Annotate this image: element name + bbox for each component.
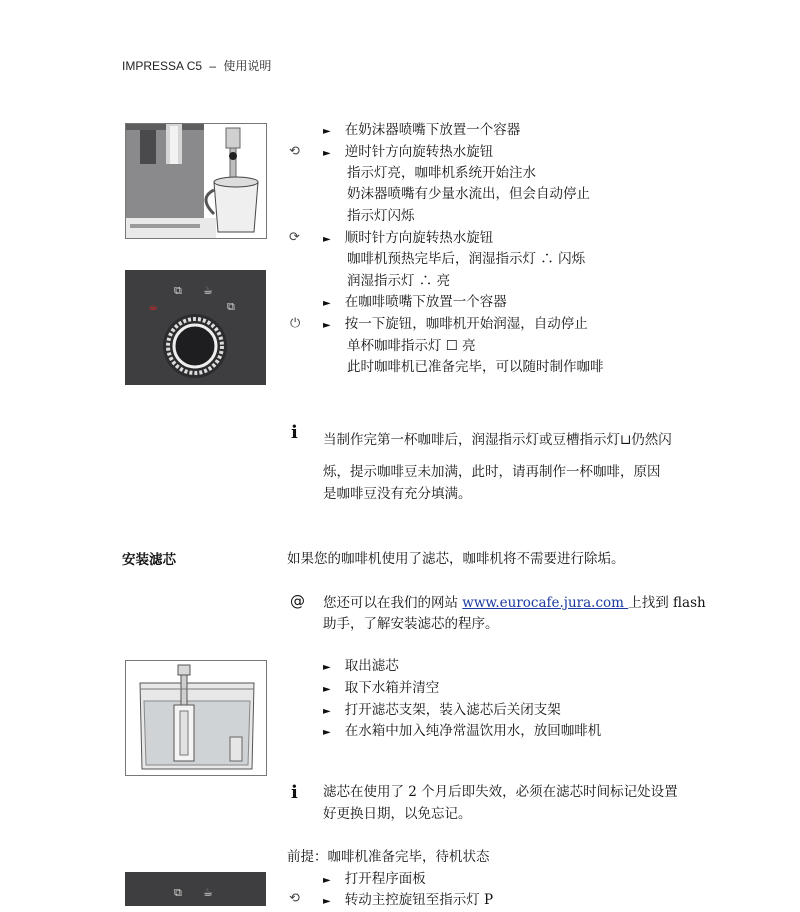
step-text: 转动主控旋钮至指示灯 P xyxy=(344,892,494,908)
step-text: 奶沫器喷嘴有少量水流出，但会自动停止 xyxy=(347,186,590,202)
step-text: 指示灯闪烁 xyxy=(347,208,415,224)
step-text: 单杯咖啡指示灯 ☐ 亮 xyxy=(347,338,476,354)
step-refill-tank xyxy=(323,721,601,743)
web-text-after: 上找到 flash xyxy=(628,595,706,611)
web-reference-line xyxy=(323,593,706,613)
step-text: 在奶沫器喷嘴下放置一个容器 xyxy=(344,122,521,138)
step-insert-filter xyxy=(323,700,561,722)
header-title: IMPRESSA C5 xyxy=(122,59,203,73)
step-text: 润湿指示灯 ∴ 亮 xyxy=(347,273,451,289)
note-text-line: 烁，提示咖啡豆未加满，此时，请再制作一杯咖啡，原因 xyxy=(323,464,661,480)
bullet-arrow: ► xyxy=(323,896,331,907)
step-text: 在水箱中加入纯净常温饮用水，放回咖啡机 xyxy=(344,723,602,739)
step-text: 逆时针方向旋转热水旋钮 xyxy=(344,144,494,160)
step-open-program-panel xyxy=(323,869,426,891)
step-text: 打开程序面板 xyxy=(344,871,426,887)
note-text-line: 滤芯在使用了 2 个月后即失效，必须在滤芯时间标记处设置 xyxy=(323,784,678,800)
rotate-ccw-icon: ⟲ xyxy=(289,144,300,159)
control-panel-illustration-partial xyxy=(125,872,266,906)
step-text: 取出滤芯 xyxy=(344,658,399,674)
step-text: 打开滤芯支架，装入滤芯后关闭支架 xyxy=(344,702,561,718)
control-panel-illustration xyxy=(125,270,266,385)
step-turn-ccw xyxy=(323,142,493,164)
web-at-icon: @ xyxy=(290,592,305,610)
svg-text:☕: ☕ xyxy=(203,284,213,297)
bullet-arrow: ► xyxy=(323,706,331,717)
step-text: 在咖啡喷嘴下放置一个容器 xyxy=(344,294,507,310)
header-separator: – xyxy=(209,59,217,73)
step-text: 咖啡机预热完毕后，润湿指示灯 ∴ 闪烁 xyxy=(347,251,586,267)
step-text: 取下水箱并清空 xyxy=(344,680,440,696)
web-text-before: 您还可以在我们的网站 xyxy=(323,595,463,611)
bullet-arrow: ► xyxy=(323,298,331,309)
step-rotate-to-p xyxy=(323,890,493,912)
step-remove-filter xyxy=(323,656,399,678)
bullet-arrow: ► xyxy=(323,320,331,331)
web-text-line2: 助手，了解安装滤芯的程序。 xyxy=(323,616,499,632)
svg-text:⧉: ⧉ xyxy=(174,886,182,899)
bullet-arrow: ► xyxy=(323,662,331,673)
svg-text:☕: ☕ xyxy=(203,886,213,899)
page-header xyxy=(122,57,271,74)
svg-text:⧉: ⧉ xyxy=(227,300,235,313)
note-text-line: 当制作完第一杯咖啡后，润湿指示灯或豆槽指示灯⊔仍然闪 xyxy=(323,432,672,448)
rotate-ccw-icon: ⟲ xyxy=(289,891,300,906)
bullet-arrow: ► xyxy=(323,148,331,159)
bullet-arrow: ► xyxy=(323,684,331,695)
step-text: 按一下旋钮，咖啡机开始润湿，自动停止 xyxy=(344,316,588,332)
step-text: 此时咖啡机已准备完毕，可以随时制作咖啡 xyxy=(347,359,604,375)
bullet-arrow: ► xyxy=(323,126,331,137)
press-knob-icon: ⏻ xyxy=(290,316,301,331)
step-place-container-frother xyxy=(323,120,520,142)
water-tank-illustration xyxy=(125,660,267,776)
rotate-cw-icon: ⟳ xyxy=(289,230,300,245)
note-text-line: 是咖啡豆没有充分填满。 xyxy=(323,486,472,502)
step-place-container-coffee xyxy=(323,292,507,314)
step-turn-cw xyxy=(323,228,493,250)
website-link[interactable]: www.eurocafe.jura.com xyxy=(462,595,629,611)
step-press-knob xyxy=(323,314,588,336)
svg-text:⧉: ⧉ xyxy=(174,284,182,297)
bullet-arrow: ► xyxy=(323,875,331,886)
step-text: 顺时针方向旋转热水旋钮 xyxy=(344,230,494,246)
info-icon: i xyxy=(291,422,298,443)
prerequisite-text: 前提：咖啡机准备完毕，待机状态 xyxy=(287,849,490,865)
bullet-arrow: ► xyxy=(323,727,331,738)
note-text-line: 好更换日期，以免忘记。 xyxy=(323,806,472,822)
svg-text:☕: ☕ xyxy=(148,300,158,313)
step-text: 指示灯亮，咖啡机系统开始注水 xyxy=(347,165,536,181)
header-subtitle: 使用说明 xyxy=(223,59,272,73)
bullet-arrow: ► xyxy=(323,234,331,245)
section-heading: 安装滤芯 xyxy=(122,552,176,568)
frother-illustration xyxy=(125,123,267,239)
info-icon: i xyxy=(291,782,298,803)
step-empty-tank xyxy=(323,678,439,700)
section-intro: 如果您的咖啡机使用了滤芯，咖啡机将不需要进行除垢。 xyxy=(287,551,625,567)
